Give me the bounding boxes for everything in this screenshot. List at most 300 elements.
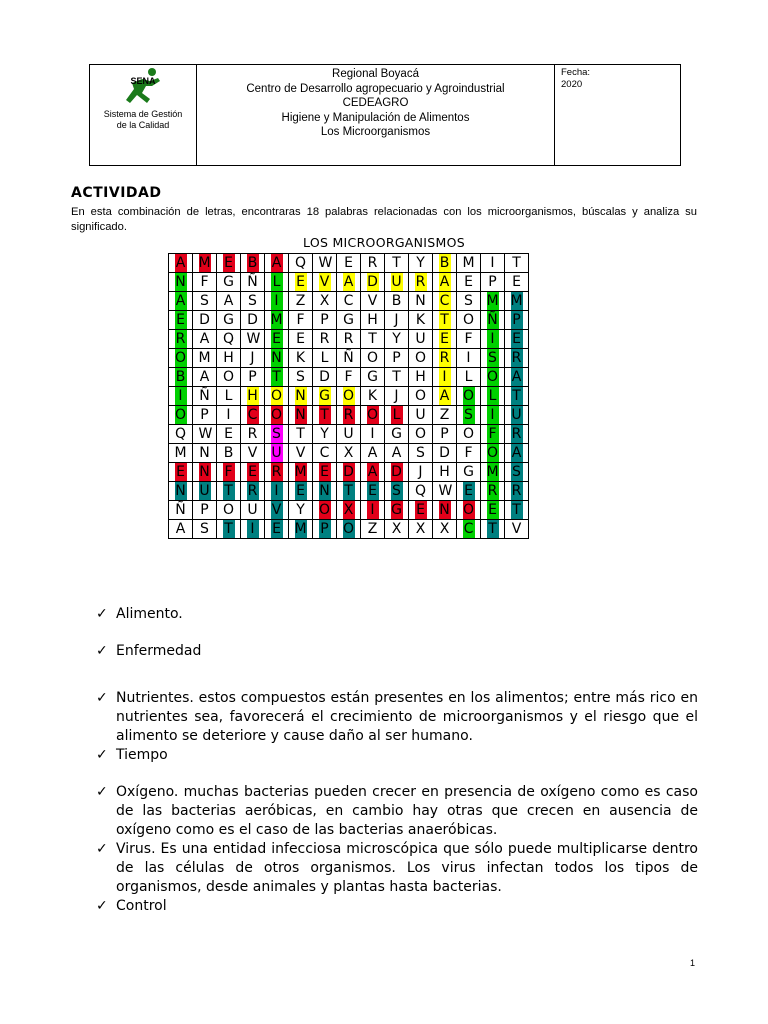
grid-cell [457,349,481,368]
grid-letter: E [464,274,473,290]
grid-cell [385,425,409,444]
grid-cell [289,273,313,292]
grid-letter: O [342,388,355,404]
grid-cell [361,349,385,368]
grid-letter: Ñ [343,350,354,366]
grid-letter: R [415,274,426,290]
grid-letter: P [512,312,521,328]
checkmark-icon: ✓ [96,606,108,622]
grid-cell [337,330,361,349]
grid-letter: P [248,369,257,385]
grid-letter: I [367,501,379,519]
grid-cell [409,292,433,311]
grid-cell [265,311,289,330]
grid-letter: T [512,255,521,271]
grid-letter: F [488,426,497,442]
grid-letter: N [439,502,450,518]
grid-cell [169,273,193,292]
grid-cell [265,425,289,444]
grid-letter: V [295,445,306,461]
date-label: Fecha: [561,67,591,78]
grid-cell [481,349,505,368]
grid-letter: Ñ [247,274,258,290]
grid-cell [457,292,481,311]
grid-letter: H [415,369,426,385]
grid-cell [361,520,385,539]
grid-letter: A [511,445,522,461]
grid-letter: I [271,482,283,500]
grid-letter: Q [222,331,235,347]
grid-cell [265,444,289,463]
grid-cell [361,273,385,292]
grid-letter: G [391,502,402,518]
grid-cell [361,444,385,463]
grid-cell [313,330,337,349]
grid-cell [361,482,385,501]
grid-letter: J [394,312,399,328]
header-regional: Regional Boyacá [332,68,419,80]
grid-cell [505,254,529,273]
grid-cell [409,501,433,520]
grid-letter: A [223,293,234,309]
grid-cell [193,311,217,330]
grid-letter: N [175,483,186,499]
grid-cell [169,463,193,482]
grid-letter: W [318,255,333,271]
grid-letter: G [463,464,474,480]
grid-letter: T [320,407,329,423]
grid-cell [193,482,217,501]
checkmark-icon: ✓ [96,784,108,800]
grid-letter: K [367,388,378,404]
grid-cell [457,501,481,520]
grid-cell [337,311,361,330]
grid-cell [241,406,265,425]
grid-letter: P [320,312,329,328]
grid-cell [385,406,409,425]
grid-letter: V [271,502,282,518]
grid-letter: C [247,407,258,423]
grid-cell [457,254,481,273]
grid-letter: U [343,426,354,442]
grid-cell [169,387,193,406]
grid-cell [337,368,361,387]
grid-letter: U [415,331,426,347]
grid-letter: M [270,312,283,328]
grid-cell [217,425,241,444]
grid-cell [361,330,385,349]
word-text: Oxígeno. muchas bacterias pueden crecer en presencia de oxígeno como es caso de las bacterias aeróbicas, en cambio hay otras que crecen en ausencia de oxígeno como es el caso de las bacterias anaeróbicas. [116,784,698,838]
grid-letter: D [247,312,258,328]
grid-letter: E [512,274,521,290]
grid-letter: S [488,350,497,366]
grid-cell [289,482,313,501]
grid-letter: E [296,331,305,347]
grid-letter: A [439,388,450,404]
grid-cell [265,387,289,406]
checkmark-icon: ✓ [96,841,108,857]
grid-letter: X [415,521,426,537]
grid-cell [385,482,409,501]
grid-cell [481,463,505,482]
grid-letter: I [271,292,283,310]
grid-letter: E [416,502,425,518]
grid-letter: R [367,255,378,271]
grid-letter: X [439,521,450,537]
grid-cell [385,273,409,292]
grid-cell [265,292,289,311]
grid-letter: Y [296,502,305,518]
grid-cell [217,254,241,273]
grid-letter: Ñ [199,388,210,404]
grid-cell [241,520,265,539]
grid-cell [193,330,217,349]
word-text: Nutrientes. estos compuestos están presentes en los alimentos; entre más rico en nutrientes sea, favorecerá el crecimiento de microorganismos y el riesgo que el alimento se deteriore y cause daño al ser humano. [116,690,698,744]
grid-cell [169,254,193,273]
grid-cell [265,349,289,368]
grid-cell [457,425,481,444]
activity-intro: En esta combinación de letras, encontraras 18 palabras relacionadas con los microorganismos, búscalas y analiza su significado. [71,206,697,233]
grid-letter: Y [416,255,425,271]
grid-cell [481,520,505,539]
grid-row [169,330,529,349]
grid-cell [481,501,505,520]
grid-cell [193,444,217,463]
grid-cell [409,330,433,349]
grid-letter: E [296,274,305,290]
grid-letter: G [223,274,234,290]
word-item-alimento [96,605,698,624]
grid-cell [433,387,457,406]
logo-caption-line: Sistema de Gestión [103,109,183,119]
grid-cell [337,406,361,425]
grid-cell [481,368,505,387]
grid-cell [169,330,193,349]
word-list [96,605,698,916]
grid-cell [241,292,265,311]
grid-cell [337,292,361,311]
grid-cell [481,406,505,425]
word-item-control [96,897,698,916]
grid-cell [241,463,265,482]
grid-cell [481,444,505,463]
grid-letter: K [295,350,306,366]
grid-letter: E [320,464,329,480]
word-search-grid [168,253,529,539]
grid-cell [433,501,457,520]
grid-letter: S [464,293,473,309]
grid-cell [385,254,409,273]
grid-cell [217,444,241,463]
grid-letter: F [464,331,473,347]
grid-cell [193,368,217,387]
grid-cell [337,349,361,368]
grid-cell [433,406,457,425]
grid-cell [265,254,289,273]
grid-cell [313,406,337,425]
grid-cell [265,406,289,425]
grid-letter: G [391,426,402,442]
grid-letter: M [198,350,211,366]
grid-cell [409,444,433,463]
grid-letter: Q [174,426,187,442]
grid-letter: L [224,388,233,404]
grid-cell [289,254,313,273]
grid-letter: P [200,502,209,518]
grid-letter: O [486,445,499,461]
grid-cell [217,482,241,501]
grid-cell [217,330,241,349]
grid-cell [361,254,385,273]
grid-cell [169,425,193,444]
grid-cell [409,387,433,406]
grid-cell [433,520,457,539]
grid-cell [457,273,481,292]
grid-letter: Z [439,407,450,423]
grid-cell [289,444,313,463]
grid-cell [481,254,505,273]
grid-cell [505,387,529,406]
grid-cell [289,425,313,444]
grid-cell [505,311,529,330]
grid-letter: O [414,388,427,404]
grid-letter: R [247,426,258,442]
header-center-name: Centro de Desarrollo agropecuario y Agroindustrial [246,82,505,95]
grid-cell [457,368,481,387]
grid-letter: X [391,521,402,537]
grid-cell [481,482,505,501]
grid-cell [193,501,217,520]
grid-letter: W [246,331,261,347]
grid-letter: E [176,464,185,480]
grid-letter: A [391,445,402,461]
grid-letter: O [270,388,283,404]
grid-cell [337,482,361,501]
grid-letter: Q [414,483,427,499]
grid-cell [313,520,337,539]
grid-cell [313,349,337,368]
grid-cell [265,330,289,349]
grid-letter: G [319,388,330,404]
grid-cell [457,520,481,539]
grid-letter: M [462,255,475,271]
grid-letter: T [224,483,233,499]
grid-cell [481,311,505,330]
grid-cell [241,254,265,273]
grid-letter: C [463,521,474,537]
grid-cell [457,444,481,463]
grid-letter: O [174,407,187,423]
grid-letter: R [271,464,282,480]
grid-row [169,482,529,501]
grid-letter: B [391,293,402,309]
grid-cell [481,330,505,349]
grid-letter: M [294,464,307,480]
grid-letter: F [344,369,353,385]
grid-letter: C [439,293,450,309]
grid-letter: Z [295,293,306,309]
header-table [89,64,681,166]
grid-cell [241,387,265,406]
grid-cell [337,387,361,406]
grid-cell [313,254,337,273]
grid-letter: F [296,312,305,328]
grid-cell [241,425,265,444]
logo-caption-line: de la Calidad [116,120,170,130]
grid-letter: P [320,521,329,537]
grid-letter: O [342,521,355,537]
grid-letter: W [198,426,213,442]
grid-row [169,254,529,273]
grid-cell [313,444,337,463]
grid-letter: A [271,255,282,271]
grid-letter: U [415,407,426,423]
grid-cell [409,463,433,482]
grid-letter: I [226,407,231,423]
grid-letter: A [199,331,210,347]
grid-cell [193,463,217,482]
grid-cell [193,254,217,273]
grid-letter: S [200,521,209,537]
grid-cell [409,349,433,368]
puzzle-title: LOS MICROORGANISMOS [303,235,465,250]
grid-cell [505,406,529,425]
grid-cell [409,406,433,425]
grid-cell [169,444,193,463]
grid-cell [169,368,193,387]
grid-cell [337,273,361,292]
grid-letter: O [414,426,427,442]
grid-cell [169,311,193,330]
grid-letter: H [367,312,378,328]
grid-letter: I [175,387,187,405]
grid-cell [385,292,409,311]
grid-letter: E [224,255,233,271]
grid-letter: R [247,483,258,499]
grid-cell [361,501,385,520]
grid-letter: E [248,464,257,480]
header-cedeagro: CEDEAGRO [342,97,409,109]
grid-letter: E [272,521,281,537]
grid-cell [385,330,409,349]
grid-cell [337,501,361,520]
grid-letter: D [199,312,210,328]
grid-cell [385,463,409,482]
grid-letter: A [343,274,354,290]
grid-letter: Y [392,331,401,347]
grid-cell [169,482,193,501]
grid-cell [265,501,289,520]
grid-cell [217,311,241,330]
grid-letter: R [175,331,186,347]
grid-cell [289,311,313,330]
grid-letter: S [512,464,521,480]
grid-cell [313,368,337,387]
grid-letter: S [272,426,281,442]
grid-letter: J [250,350,255,366]
grid-letter: Q [294,255,307,271]
grid-letter: N [175,274,186,290]
grid-letter: M [486,293,499,309]
grid-cell [337,463,361,482]
grid-letter: V [319,274,330,290]
grid-letter: E [272,331,281,347]
grid-cell [505,368,529,387]
grid-letter: T [224,521,233,537]
grid-cell [313,311,337,330]
grid-cell [457,406,481,425]
grid-cell [241,444,265,463]
grid-cell [505,273,529,292]
header-title-block [197,65,555,166]
grid-cell [289,387,313,406]
grid-letter: D [319,369,330,385]
grid-letter: T [272,369,281,385]
grid-cell [409,254,433,273]
grid-cell [241,330,265,349]
grid-letter: R [511,350,522,366]
grid-cell [337,444,361,463]
grid-letter: D [367,274,378,290]
grid-cell [433,330,457,349]
grid-cell [169,349,193,368]
grid-letter: P [200,407,209,423]
grid-letter: R [319,331,330,347]
grid-cell [457,387,481,406]
grid-cell [241,349,265,368]
grid-letter: R [487,483,498,499]
grid-cell [313,463,337,482]
grid-letter: C [319,445,330,461]
word-text: Control [116,898,167,914]
grid-cell [505,425,529,444]
grid-letter: Y [320,426,329,442]
grid-letter: R [343,407,354,423]
grid-cell [265,520,289,539]
grid-cell [289,501,313,520]
checkmark-icon: ✓ [96,747,108,763]
grid-row [169,273,529,292]
grid-cell [193,387,217,406]
grid-letter: T [440,312,449,328]
word-text: Virus. Es una entidad infecciosa microscópica que sólo puede multiplicarse dentro de las células de otros organismos. Los virus infectan todos los tipos de organismos, desde animales y plantas hasta bacterias. [116,841,698,895]
grid-cell [241,311,265,330]
grid-letter: N [415,293,426,309]
grid-row [169,311,529,330]
grid-letter: V [367,293,378,309]
grid-letter: S [416,445,425,461]
grid-cell [385,368,409,387]
grid-cell [241,482,265,501]
grid-letter: G [343,312,354,328]
grid-cell [361,406,385,425]
date-value: 2020 [561,79,583,90]
grid-letter: U [247,502,258,518]
grid-letter: P [440,426,449,442]
grid-letter: T [344,483,353,499]
grid-cell [433,349,457,368]
grid-cell [289,463,313,482]
grid-letter: R [511,426,522,442]
grid-letter: U [391,274,402,290]
grid-letter: A [199,369,210,385]
grid-letter: I [487,406,499,424]
grid-letter: D [439,445,450,461]
grid-cell [361,425,385,444]
grid-letter: O [462,426,475,442]
grid-cell [457,463,481,482]
grid-letter: M [510,293,523,309]
